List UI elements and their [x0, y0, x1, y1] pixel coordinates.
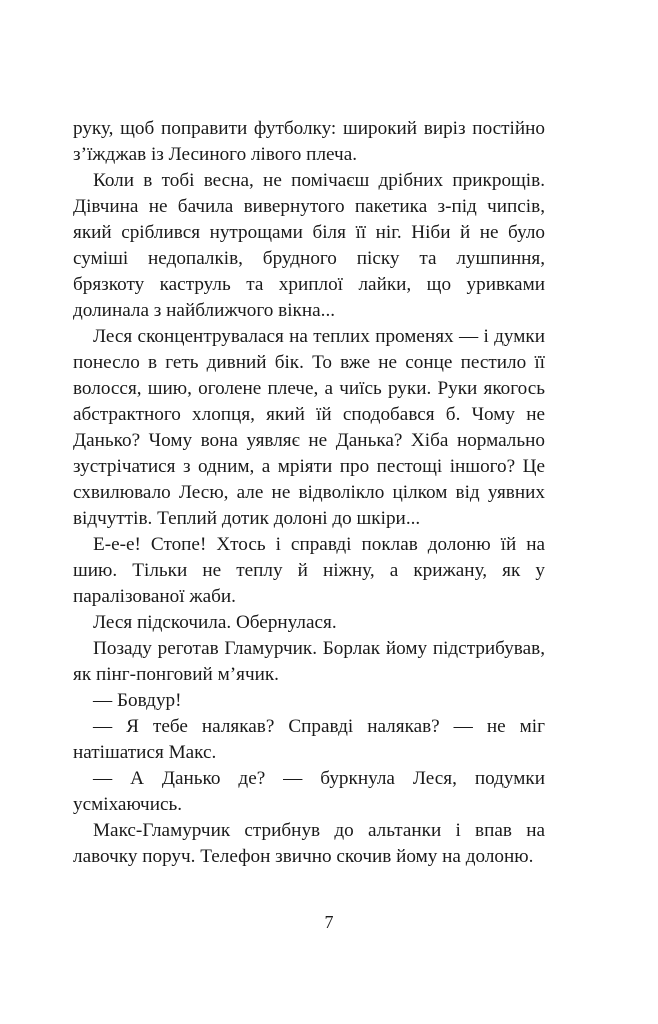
- paragraph-1: руку, щоб поправити футболку: широкий виріз постійно з’їжджав із Лесиного лівого плеча.: [73, 118, 545, 165]
- paragraph-8: — Я тебе налякав? Справді налякав? — не міг натішатися Макс.: [73, 716, 545, 763]
- paragraph-4: Е-е-е! Стопе! Хтось і справді поклав долоню їй на шию. Тільки не теплу й ніжну, а крижану, як у паралізованої жаби.: [73, 534, 545, 607]
- paragraph-3: Леся сконцентрувалася на теплих променях — і думки понесло в геть дивний бік. То вже не сонце пестило її волосся, шию, оголене плече, а чиїсь руки. Руки якогось абстрактного хлопця, який їй сподобався б. Чому не Данько? Чому вона уявляє не Данька? Хіба нормально зустрічатися з одним, а мріяти про пестощі іншого? Це схвилювало Лесю, але не відволікло цілком від уявних відчуттів. Теплий дотик долоні до шкіри...: [73, 326, 545, 529]
- body-text: [73, 116, 545, 870]
- paragraph-9: — А Данько де? — буркнула Леся, подумки усміхаючись.: [73, 768, 545, 815]
- paragraph-10: Макс-Гламурчик стрибнув до альтанки і впав на лавочку поруч. Телефон звично скочив йому на долоню.: [73, 820, 545, 867]
- page-number: 7: [324, 912, 334, 932]
- paragraph-2: Коли в тобі весна, не помічаєш дрібних прикрощів. Дівчина не бачила вивернутого пакетика з-під чипсів, який сріблився нутрощами біля її ніг. Ніби й не було суміші недопалків, брудного піску та лушпиння, брязкоту каструль та хриплої лайки, що уривками долинала з найближчого вікна...: [73, 170, 545, 321]
- paragraph-7: — Бовдур!: [93, 690, 182, 711]
- paragraph-5: Леся підскочила. Обернулася.: [93, 612, 337, 633]
- paragraph-6: Позаду реготав Гламурчик. Борлак йому підстрибував, як пінг-понговий м’ячик.: [73, 638, 545, 685]
